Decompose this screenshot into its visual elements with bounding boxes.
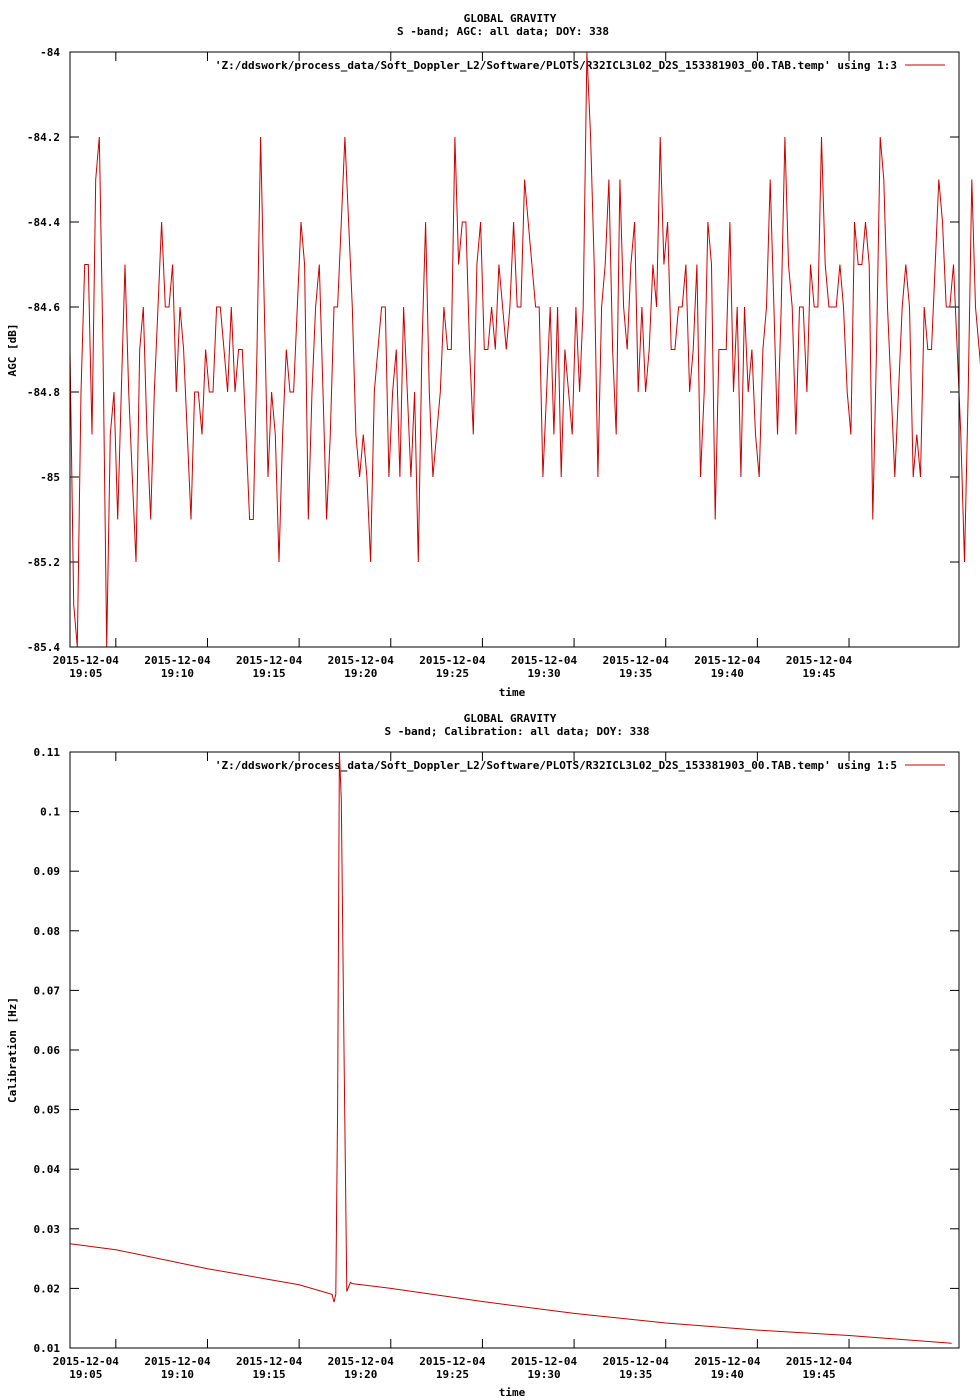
- calibration-plot-frame: [70, 752, 959, 1348]
- agc-ytick-label: -84.4: [26, 216, 60, 229]
- calibration-xtick-date: 2015-12-04: [236, 1355, 303, 1368]
- agc-chart: [6, 12, 980, 699]
- calibration-xtick-time: 19:45: [802, 1368, 836, 1381]
- calibration-ytick-label: 0.07: [33, 984, 60, 998]
- agc-xtick-date: 2015-12-04: [144, 654, 211, 667]
- calibration-xtick-time: 19:20: [344, 1368, 378, 1381]
- calibration-ytick-label: 0.05: [33, 1103, 60, 1117]
- agc-xtick-date: 2015-12-04: [52, 654, 119, 667]
- agc-xtick-date: 2015-12-04: [785, 654, 853, 667]
- calibration-xtick-time: 19:40: [710, 1368, 744, 1381]
- calibration-y-axis-label: Calibration [Hz]: [6, 997, 19, 1103]
- agc-y-axis-label: AGC [dB]: [6, 323, 19, 377]
- calibration-chart-subtitle: S -band; Calibration: all data; DOY: 338: [384, 725, 650, 738]
- calibration-ytick-label: 0.04: [33, 1163, 60, 1177]
- calibration-ytick-label: 0.02: [33, 1282, 60, 1296]
- calibration-legend-label: 'Z:/ddswork/process_data/Soft_Doppler_L2/Software/PLOTS/R32ICL3L02_D2S_153381903_00.TAB.temp' using 1:5: [214, 759, 897, 772]
- calibration-ytick-label: 0.11: [33, 746, 60, 759]
- agc-xtick-time: 19:35: [619, 667, 653, 680]
- agc-y-ticks: [27, 46, 959, 654]
- agc-plot-frame: [70, 52, 959, 647]
- calibration-xtick-date: 2015-12-04: [419, 1355, 486, 1368]
- calibration-xtick-time: 19:10: [160, 1368, 195, 1381]
- calibration-xtick-date: 2015-12-04: [694, 1355, 761, 1368]
- agc-ytick-label: -84.6: [26, 301, 60, 314]
- agc-xtick-time: 19:40: [710, 667, 744, 680]
- calibration-chart: [6, 712, 959, 1399]
- agc-ytick-label: -84.2: [26, 131, 60, 144]
- calibration-ytick-label: 0.09: [33, 865, 60, 879]
- calibration-series-line: [70, 752, 952, 1343]
- agc-xtick-time: 19:30: [527, 667, 561, 680]
- agc-xtick-time: 19:20: [344, 667, 378, 680]
- calibration-ytick-label: 0.06: [33, 1044, 60, 1057]
- calibration-y-ticks: [34, 746, 960, 1355]
- agc-chart-title: GLOBAL GRAVITY: [463, 12, 557, 25]
- agc-chart-subtitle: S -band; AGC: all data; DOY: 338: [397, 25, 609, 38]
- agc-xtick-time: 19:05: [69, 667, 103, 680]
- agc-xtick-date: 2015-12-04: [694, 654, 761, 667]
- calibration-x-ticks: [53, 752, 853, 1381]
- calibration-x-axis-label: time: [498, 1386, 526, 1399]
- agc-xtick-date: 2015-12-04: [327, 654, 394, 667]
- calibration-xtick-time: 19:15: [252, 1368, 286, 1381]
- calibration-ytick-label: 0.08: [33, 924, 60, 938]
- calibration-xtick-time: 19:30: [527, 1368, 561, 1381]
- calibration-xtick-time: 19:25: [435, 1368, 469, 1381]
- agc-ytick-label: -85.4: [26, 641, 60, 654]
- agc-xtick-time: 19:10: [160, 667, 195, 680]
- agc-series-line: [70, 52, 980, 647]
- agc-xtick-date: 2015-12-04: [236, 654, 303, 667]
- calibration-xtick-date: 2015-12-04: [510, 1355, 578, 1368]
- calibration-xtick-date: 2015-12-04: [144, 1355, 211, 1368]
- calibration-xtick-date: 2015-12-04: [785, 1355, 853, 1368]
- calibration-ytick-label: 0.1: [40, 805, 60, 819]
- agc-xtick-date: 2015-12-04: [602, 654, 669, 667]
- agc-xtick-time: 19:45: [802, 667, 836, 680]
- agc-legend-label: 'Z:/ddswork/process_data/Soft_Doppler_L2/Software/PLOTS/R32ICL3L02_D2S_153381903_00.TAB.temp' using 1:3: [214, 59, 897, 72]
- calibration-xtick-date: 2015-12-04: [602, 1355, 669, 1368]
- calibration-xtick-time: 19:05: [69, 1368, 103, 1381]
- calibration-ytick-label: 0.03: [33, 1222, 60, 1236]
- calibration-xtick-time: 19:35: [619, 1368, 653, 1381]
- agc-ytick-label: -85: [40, 471, 60, 484]
- calibration-ytick-label: 0.01: [33, 1342, 60, 1355]
- agc-ytick-label: -84: [40, 46, 60, 59]
- agc-x-axis-label: time: [498, 686, 526, 699]
- calibration-xtick-date: 2015-12-04: [327, 1355, 394, 1368]
- agc-xtick-date: 2015-12-04: [510, 654, 578, 667]
- agc-ytick-label: -84.8: [26, 386, 60, 399]
- agc-xtick-time: 19:25: [435, 667, 469, 680]
- calibration-xtick-date: 2015-12-04: [52, 1355, 119, 1368]
- agc-ytick-label: -85.2: [26, 556, 60, 569]
- calibration-chart-title: GLOBAL GRAVITY: [463, 712, 557, 725]
- agc-xtick-date: 2015-12-04: [419, 654, 486, 667]
- agc-xtick-time: 19:15: [252, 667, 286, 680]
